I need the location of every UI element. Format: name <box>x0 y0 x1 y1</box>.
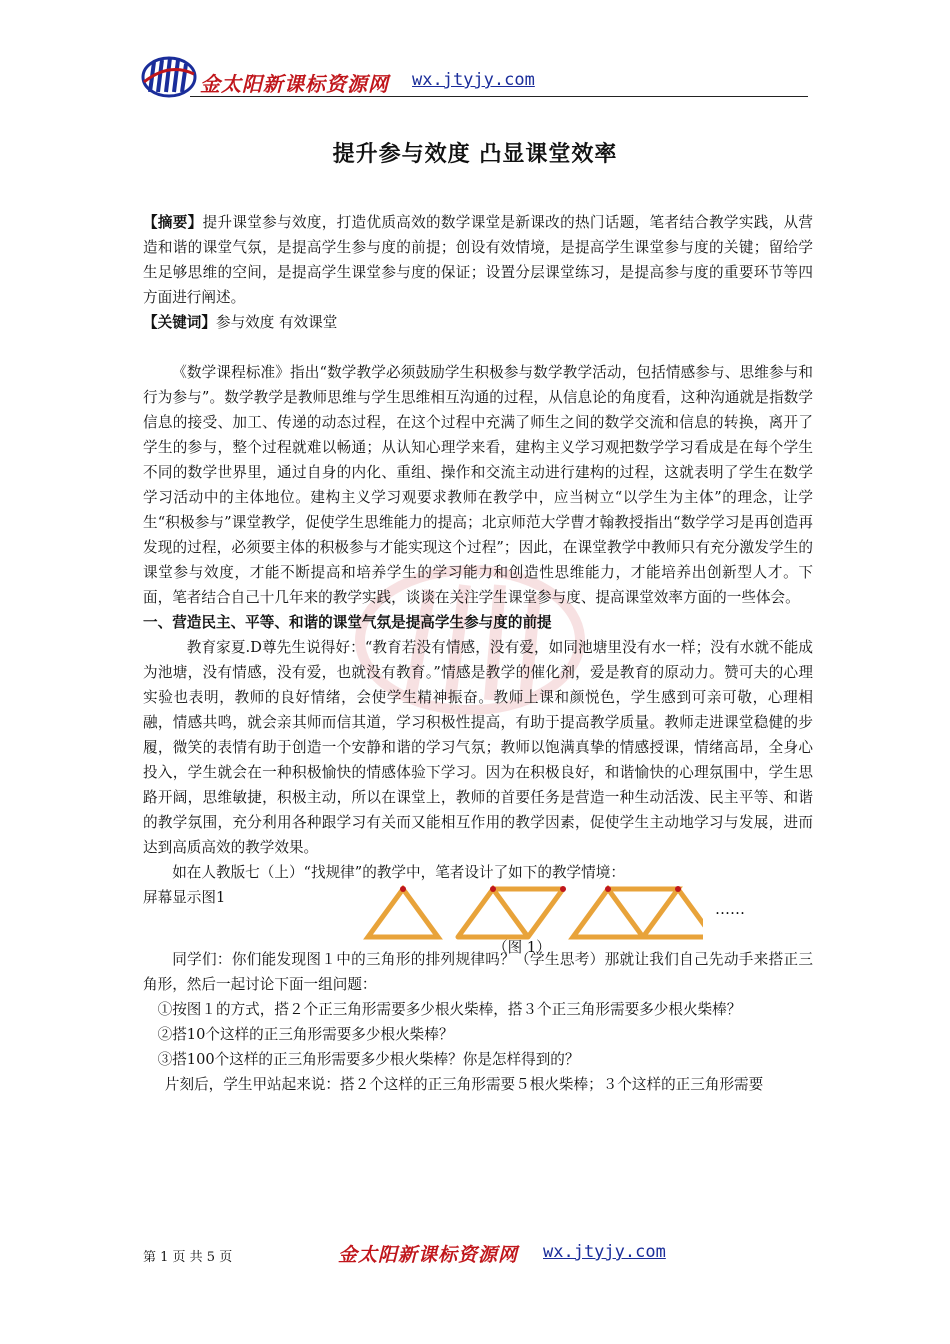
document-body <box>143 210 813 1097</box>
abstract-label: 【摘要】 <box>143 214 203 231</box>
header-brand: 金太阳新课标资源网 <box>200 72 389 96</box>
header-rule <box>190 96 808 97</box>
page-header <box>140 52 808 100</box>
site-logo-icon <box>140 52 198 98</box>
screen-display-text: 屏幕显示图1 <box>143 889 226 906</box>
page-footer <box>143 1238 813 1268</box>
section1-heading: 一、营造民主、平等、和谐的课堂气氛是提高学生参与度的前提 <box>143 614 552 631</box>
document-title: 提升参与效度 凸显课堂效率 <box>332 142 618 167</box>
header-url-link[interactable]: wx.jtyjy.com <box>412 70 535 90</box>
keywords-text: 参与效度 有效课堂 <box>215 314 338 331</box>
section1-paragraph: 教育家夏.D尊先生说得好：“教育若没有情感，没有爱，如同池塘里没有水一样；没有水就不能成为池塘，没有情感，没有爱，也就没有教育。”情感是教学的催化剂，爱是教育的原动力。赞可夫的心理实验也表明，教师的良好情绪，会使学生精神振奋。教师上课和颜悦色，学生感到可亲可敬，心理相融，情感共鸣，就会亲其师而信其道，学习积极性提高，有助于提高教学质量。教师走进课堂稳健的步履，微笑的表情有助于创造一个安静和谐的学习气氛；教师以饱满真挚的情感授课，情绪高昂，全身心投入，学生就会在一种积极愉快的情感体验下学习。因为在积极良好，和谐愉快的心理氛围中，学生思路开阔，思维敏捷，积极主动，所以在课堂上，教师的首要任务是营造一种生动活泼、民主平等、和谐的教学氛围，充分利用各种跟学习有关而又能相互作用的教学因素，促使学生主动地学习与发展，进而达到高质高效的教学效果。 <box>143 639 813 856</box>
question-2: ②搭10个这样的正三角形需要多少根火柴棒？ <box>157 1026 454 1043</box>
keywords-label: 【关键词】 <box>143 314 216 331</box>
figure-caption: （图 1） <box>493 939 551 956</box>
footer-url-link[interactable]: wx.jtyjy.com <box>543 1242 666 1262</box>
abstract-text: 提升课堂参与效度，打造优质高效的数学课堂是新课改的热门话题，笔者结合教学实践，从营造和谐的课堂气氛，是提高学生参与度的前提；创设有效情境，是提高学生课堂参与度的关键；留给学生足够思维的空间，是提高学生课堂参与度的保证；设置分层课堂练习，是提高参与度的重要环节等四方面进行阐述。 <box>143 214 813 306</box>
keywords-paragraph <box>143 310 813 335</box>
student-answer: 片刻后，学生甲站起来说：搭２个这样的正三角形需要５根火柴棒；３个这样的正三角形需要 <box>164 1076 764 1093</box>
figure-ellipsis: …… <box>715 900 745 918</box>
question-3: ③搭100个这样的正三角形需要多少根火柴棒？你是怎样得到的？ <box>157 1051 580 1068</box>
question-intro: 同学们：你们能发现图１中的三角形的排列规律吗？（学生思考）那就让我们自己先动手来搭正三角形，然后一起讨论下面一组问题： <box>143 951 813 993</box>
page-number: 第 1 页 共 5 页 <box>143 1250 233 1265</box>
question-1: ①按图１的方式，搭２个正三角形需要多少根火柴棒，搭３个正三角形需要多少根火柴棒？ <box>157 1001 742 1018</box>
abstract-paragraph <box>143 210 813 310</box>
intro-paragraph: 《数学课程标准》指出“数学教学必须鼓励学生积极参与数学教学活动，包括情感参与、思维参与和行为参与”。数学教学是教师思维与学生思维相互沟通的过程，从信息论的角度看，这种沟通就是指数学信息的接受、加工、传递的动态过程，在这个过程中充满了师生之间的数学交流和信息的转换，离开了学生的参与，整个过程就难以畅通；从认知心理学来看，建构主义学习观把数学学习看成是在每个学生不同的数学世界里，通过自身的内化、重组、操作和交流主动进行建构的过程，这就表明了学生在数学学习活动中的主体地位。建构主义学习观要求教师在教学中，应当树立“以学生为主体”的理念，让学生“积极参与”课堂教学，促使学生思维能力的提高；北京师范大学曹才翰教授指出“数学学习是再创造再发现的过程，必须要主体的积极参与才能实现这个过程”；因此，在课堂教学中教师只有充分激发学生的课堂参与效度，才能不断提高和培养学生的学习能力和创造性思维能力，才能培养出创新型人才。下面，笔者结合自己十几年来的教学实践，谈谈在关注学生课堂参与度、提高课堂效率方面的一些体会。 <box>143 364 813 606</box>
example-intro: 如在人教版七（上）“找规律”的教学中，笔者设计了如下的教学情境： <box>172 864 625 881</box>
footer-brand: 金太阳新课标资源网 <box>338 1244 519 1266</box>
figure-1 <box>143 885 813 956</box>
